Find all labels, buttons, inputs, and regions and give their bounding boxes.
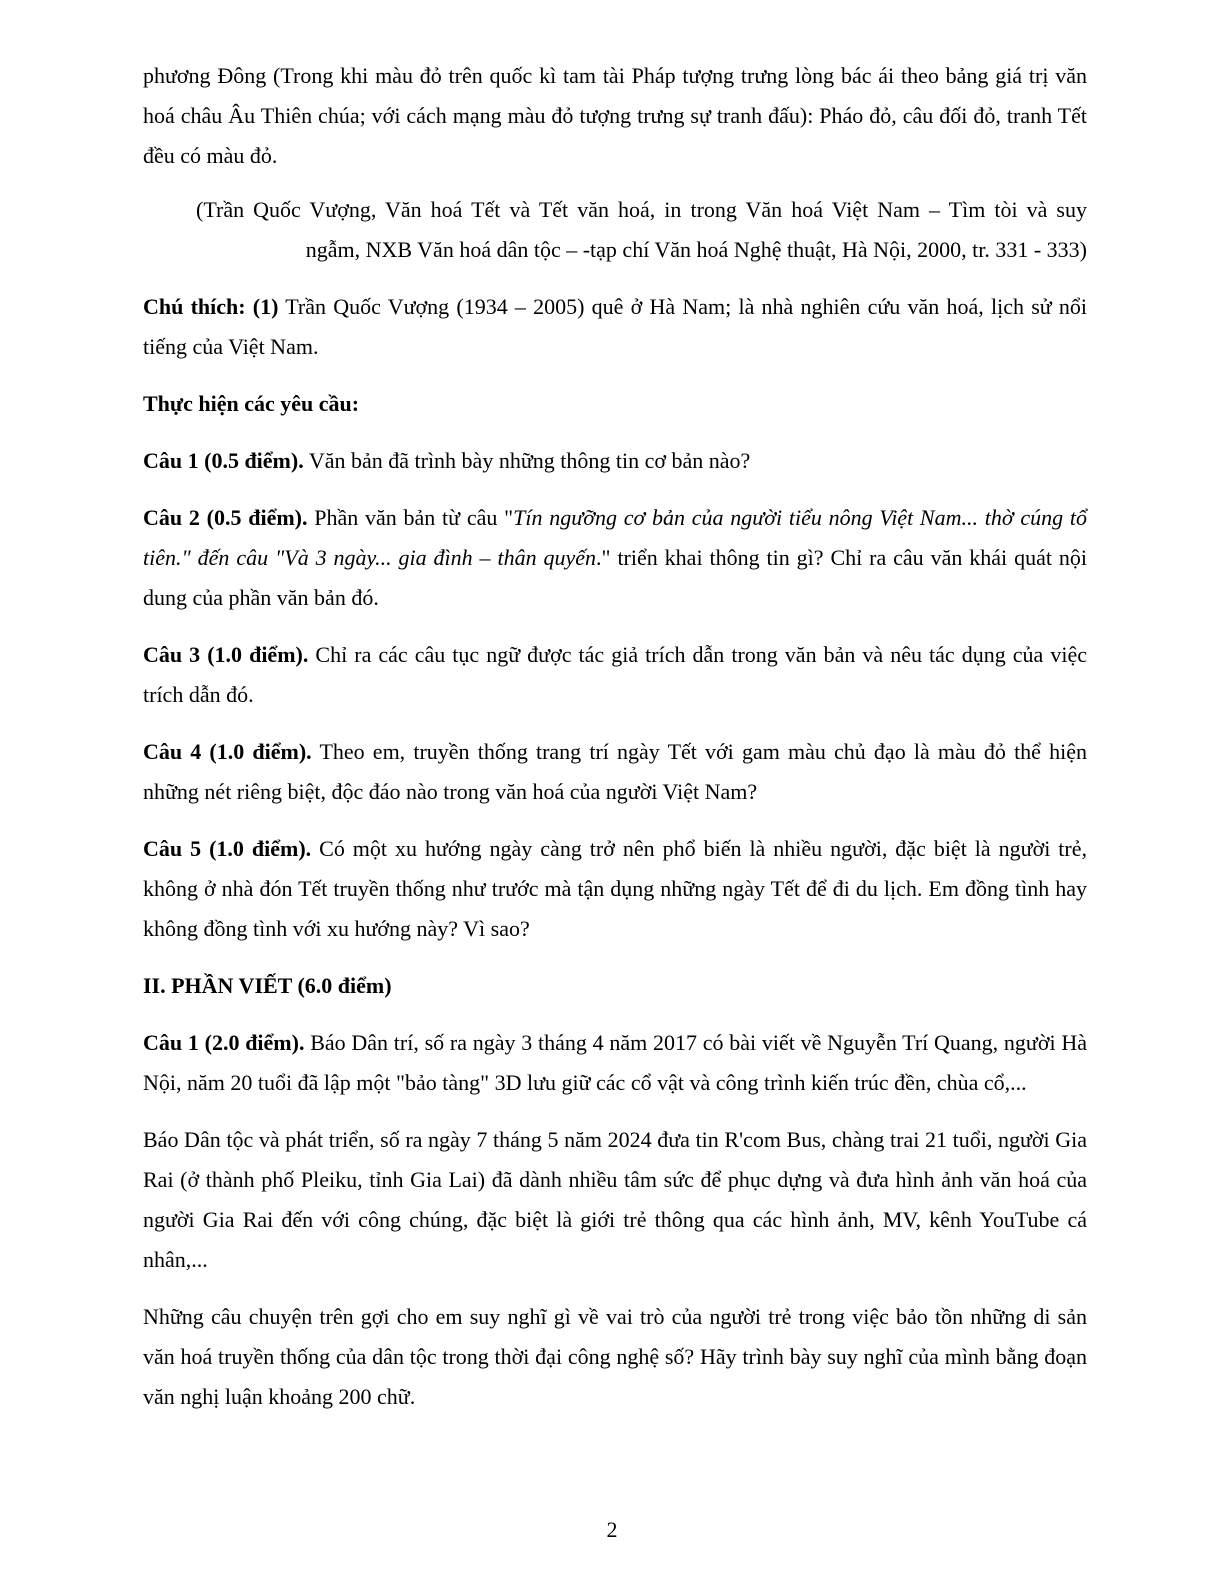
- requirements-heading: [143, 384, 1087, 424]
- question-4-label: Câu 4 (1.0 điểm).: [143, 739, 312, 764]
- question-1-label: Câu 1 (0.5 điểm).: [143, 448, 304, 473]
- question-2-text-a: Phần văn bản từ câu ": [307, 505, 514, 530]
- document-page: [143, 56, 1087, 1417]
- question-5: [143, 829, 1087, 949]
- question-1: [143, 441, 1087, 481]
- question-2-text-b: ." triển khai thông tin gì? Chỉ ra câu văn khái quát nội dung của phần văn bản đó.: [143, 545, 1087, 610]
- footnote-text: Trần Quốc Vượng (1934 – 2005) quê ở Hà Nam; là nhà nghiên cứu văn hoá, lịch sử nổi tiếng của Việt Nam.: [143, 294, 1088, 359]
- writing-question-1: [143, 1023, 1087, 1103]
- writing-question-1-label: Câu 1 (2.0 điểm).: [143, 1030, 305, 1055]
- question-3-text: Chỉ ra các câu tục ngữ được tác giả trích dẫn trong văn bản và nêu tác dụng của việc trích dẫn đó.: [143, 642, 1088, 707]
- writing-paragraph-3: Những câu chuyện trên gợi cho em suy nghĩ gì về vai trò của người trẻ trong việc bảo tồn những di sản văn hoá truyền thống của dân tộc trong thời đại công nghệ số? Hãy trình bày suy nghĩ của mình bằng đoạn văn nghị luận khoảng 200 chữ.: [143, 1304, 1087, 1409]
- citation-line-1: (Trần Quốc Vượng, Văn hoá Tết và Tết văn hoá, in trong Văn hoá Việt Nam – Tìm tòi và suy: [196, 197, 1087, 222]
- question-4-text: Theo em, truyền thống trang trí ngày Tết với gam màu chủ đạo là màu đỏ thể hiện những nét riêng biệt, độc đáo nào trong văn hoá của người Việt Nam?: [143, 739, 1087, 804]
- question-5-label: Câu 5 (1.0 điểm).: [143, 836, 312, 861]
- requirements-heading-text: Thực hiện các yêu cầu:: [143, 391, 360, 416]
- page-number: 2: [606, 1517, 618, 1542]
- question-3: [143, 635, 1087, 715]
- question-2-quote: Tín ngưỡng cơ bản của người tiểu nông Việt Nam... thờ cúng tổ tiên." đến câu "Và 3 ngày... gia đình – thân quyến: [143, 505, 1088, 570]
- citation-line-2: ngẫm, NXB Văn hoá dân tộc – -tạp chí Văn hoá Nghệ thuật, Hà Nội, 2000, tr. 331 - 333): [305, 237, 1087, 262]
- writing-question-1-text: Báo Dân trí, số ra ngày 3 tháng 4 năm 2017 có bài viết về Nguyễn Trí Quang, người Hà Nội, năm 20 tuổi đã lập một "bảo tàng" 3D lưu giữ các cổ vật và công trình kiến trúc đền, chùa cổ,...: [143, 1030, 1087, 1095]
- writing-paragraph-2: Báo Dân tộc và phát triển, số ra ngày 7 tháng 5 năm 2024 đưa tin R'com Bus, chàng trai 21 tuổi, người Gia Rai (ở thành phố Pleiku, tỉnh Gia Lai) đã dành nhiều tâm sức để phục dựng và đưa hình ảnh văn hoá của người Gia Rai đến với công chúng, đặc biệt là giới trẻ thông qua các hình ảnh, MV, kênh YouTube cá nhân,...: [143, 1127, 1087, 1272]
- section-2-heading-text: II. PHẦN VIẾT (6.0 điểm): [143, 973, 392, 998]
- intro-paragraph: phương Đông (Trong khi màu đỏ trên quốc kì tam tài Pháp tượng trưng lòng bác ái theo bảng giá trị văn hoá châu Âu Thiên chúa; với cách mạng màu đỏ tượng trưng sự tranh đấu): Pháo đỏ, câu đối đỏ, tranh Tết đều có màu đỏ.: [143, 63, 1087, 168]
- footnote-label: Chú thích:: [143, 294, 246, 319]
- question-2: [143, 498, 1087, 618]
- source-citation: [143, 190, 1087, 270]
- footnote: [143, 287, 1087, 367]
- footnote-number: (1): [252, 294, 279, 319]
- question-3-label: Câu 3 (1.0 điểm).: [143, 642, 309, 667]
- question-5-text: Có một xu hướng ngày càng trở nên phổ biến là nhiều người, đặc biệt là người trẻ, không ở nhà đón Tết truyền thống như trước mà tận dụng những ngày Tết để đi du lịch. Em đồng tình hay không đồng tình với xu hướng này? Vì sao?: [143, 836, 1088, 941]
- question-2-label: Câu 2 (0.5 điểm).: [143, 505, 308, 530]
- question-1-text: Văn bản đã trình bày những thông tin cơ bản nào?: [303, 448, 751, 473]
- question-4: [143, 732, 1087, 812]
- section-2-heading: [143, 966, 1087, 1006]
